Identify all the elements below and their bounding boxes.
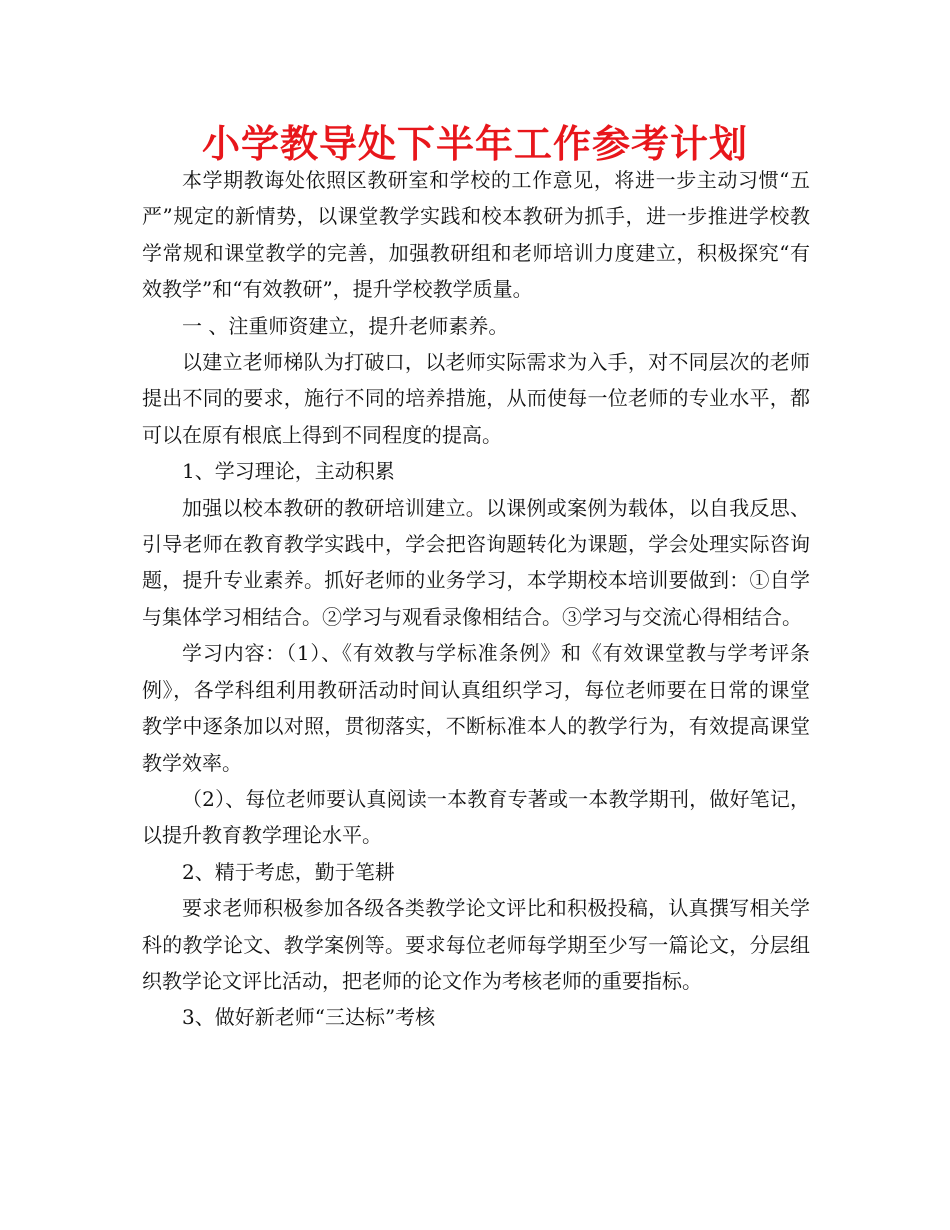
subsection-1-paragraph: 加强以校本教研的教研培训建立。以课例或案例为载体，以自我反思、引导老师在教育教学实践中，学会把咨询题转化为课题，学会处理实际咨询题，提升专业素养。抓好老师的业务学习，本学期校本培训要做到：①自学与集体学习相结合。②学习与观看录像相结合。③学习与交流心得相结合。 — [142, 495, 810, 629]
intro-paragraph: 本学期教诲处依照区教研室和学校的工作意见，将进一步主动习惯“五严”规定的新情势，以课堂教学实践和校本教研为抓手，进一步推进学校教学常规和课堂教学的完善，加强教研组和老师培训力度建立，积极探究“有效教学”和“有效教研”，提升学校教学质量。 — [142, 168, 810, 302]
subsection-heading-2: 2、精于考虑，勤于笔耕 — [182, 859, 395, 884]
reading-requirement-paragraph: （2）、每位老师要认真阅读一本教育专著或一本教学期刊，做好笔记，以提升教育教学理论水平。 — [142, 786, 810, 848]
document-title: 小学教导处下半年工作参考计划 — [201, 122, 748, 166]
subsection-heading-1: 1、学习理论，主动积累 — [182, 459, 395, 484]
section-heading-1: 一 、注重师资建立，提升老师素养。 — [182, 313, 509, 338]
subsection-2-paragraph: 要求老师积极参加各级各类教学论文评比和积极投稿，认真撰写相关学科的教学论文、教学案例等。要求每位老师每学期至少写一篇论文，分层组织教学论文评比活动，把老师的论文作为考核老师的重要指标。 — [142, 896, 810, 993]
document-body — [142, 162, 810, 1036]
section-1-paragraph: 以建立老师梯队为打破口，以老师实际需求为入手，对不同层次的老师提出不同的要求，施行不同的培养措施，从而使每一位老师的专业水平，都可以在原有根底上得到不同程度的提高。 — [142, 350, 810, 447]
subsection-heading-3: 3、做好新老师“三达标”考核 — [182, 1005, 436, 1030]
study-content-paragraph: 学习内容：（1）、《有效教与学标准条例》和《有效课堂教与学考评条例》，各学科组利用教研活动时间认真组织学习，每位老师要在日常的课堂教学中逐条加以对照，贯彻落实，不断标准本人的教学行为，有效提高课堂教学效率。 — [142, 641, 810, 775]
